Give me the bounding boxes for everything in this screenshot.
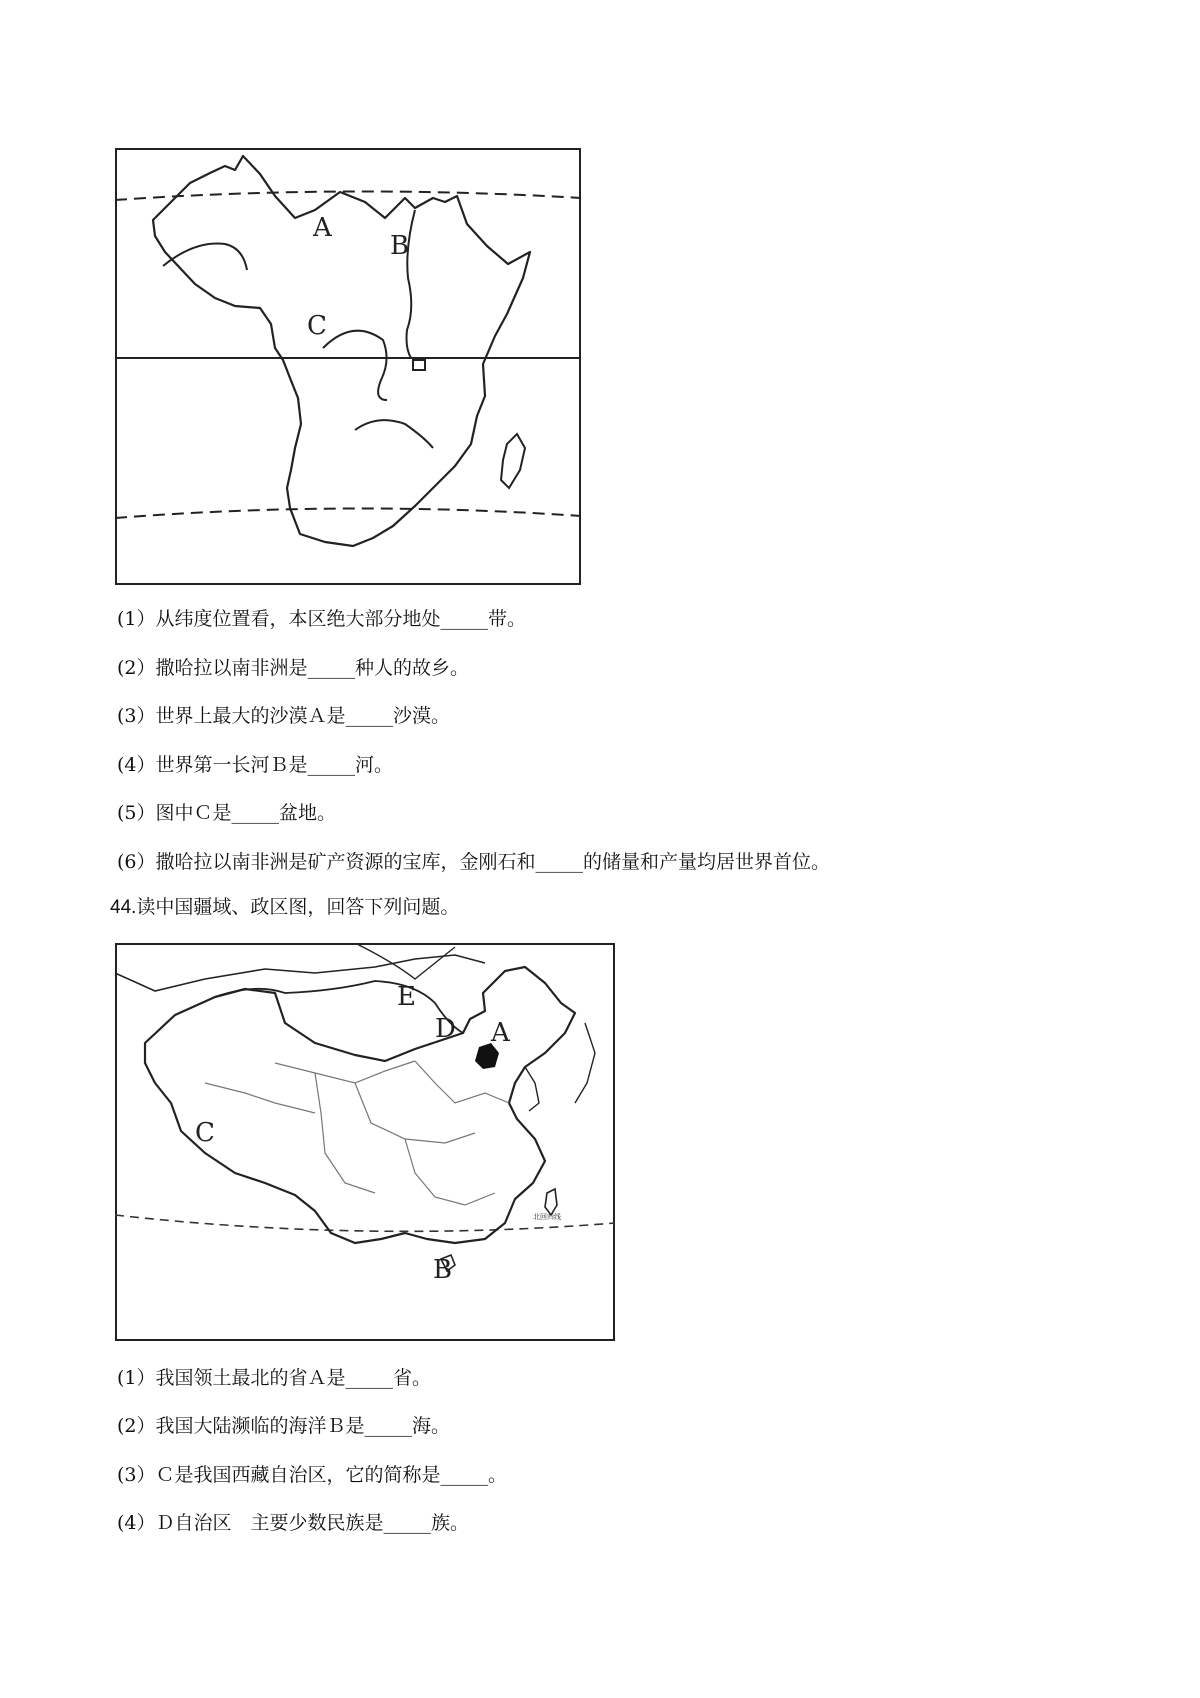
q44-question-1: (1）我国领土最北的省Ａ是_____省。 (117, 1367, 432, 1389)
africa-map-svg (115, 148, 581, 585)
province-border (415, 1061, 509, 1103)
province-border (205, 1083, 315, 1113)
korea-outline (525, 1067, 539, 1111)
tropic-label: 北回归线 (533, 1213, 561, 1221)
china-map (115, 943, 615, 1341)
province-border (355, 1083, 475, 1143)
map-label-c: C (307, 311, 327, 341)
q44-question-2: (2）我国大陆濒临的海洋Ｂ是_____海。 (117, 1415, 451, 1437)
tropic-of-capricorn-line (115, 508, 581, 518)
q43-question-1: (1）从纬度位置看，本区绝大部分地处_____带。 (117, 608, 527, 630)
province-border (315, 1073, 375, 1193)
q43-question-4: (4）世界第一长河Ｂ是_____河。 (117, 754, 394, 776)
africa-map (115, 148, 581, 585)
china-outline (145, 967, 575, 1243)
madagascar-outline (501, 434, 525, 488)
congo-river (323, 331, 387, 400)
niger-river (163, 243, 247, 270)
map-label-a: A (491, 1018, 510, 1048)
q43-question-6: (6）撒哈拉以南非洲是矿产资源的宝库，金刚石和_____的储量和产量均居世界首位。 (117, 851, 831, 873)
africa-outline (153, 156, 530, 546)
q44-question-3: (3）Ｃ是我国西藏自治区，它的简称是_____。 (117, 1464, 508, 1486)
q43-question-5: (5）图中Ｃ是_____盆地。 (117, 802, 337, 824)
mongolia-border (215, 981, 463, 1033)
japan-outline (575, 1023, 595, 1103)
zambezi-river (355, 420, 433, 448)
q43-question-2: (2）撒哈拉以南非洲是_____种人的故乡。 (117, 657, 470, 679)
province-border (405, 1139, 495, 1205)
map-label-a: A (313, 213, 332, 243)
taiwan-outline (545, 1189, 557, 1215)
russia-border (115, 955, 485, 991)
map-label-e: E (397, 982, 416, 1012)
map-frame (116, 149, 580, 584)
china-map-svg (115, 943, 615, 1341)
province-border (275, 1061, 415, 1083)
map-label-c: C (195, 1118, 215, 1148)
q44-title: 44.读中国疆域、政区图，回答下列问题。 (110, 897, 460, 918)
q43-question-3: (3）世界上最大的沙漠Ａ是_____沙漠。 (117, 705, 451, 727)
lake-victoria (413, 360, 425, 370)
map-label-b: B (390, 231, 410, 261)
map-label-b: B (433, 1255, 453, 1285)
map-frame (116, 944, 614, 1340)
map-label-d: D (435, 1014, 456, 1044)
q44-question-4: (4）Ｄ自治区 主要少数民族是_____族。 (117, 1512, 470, 1534)
